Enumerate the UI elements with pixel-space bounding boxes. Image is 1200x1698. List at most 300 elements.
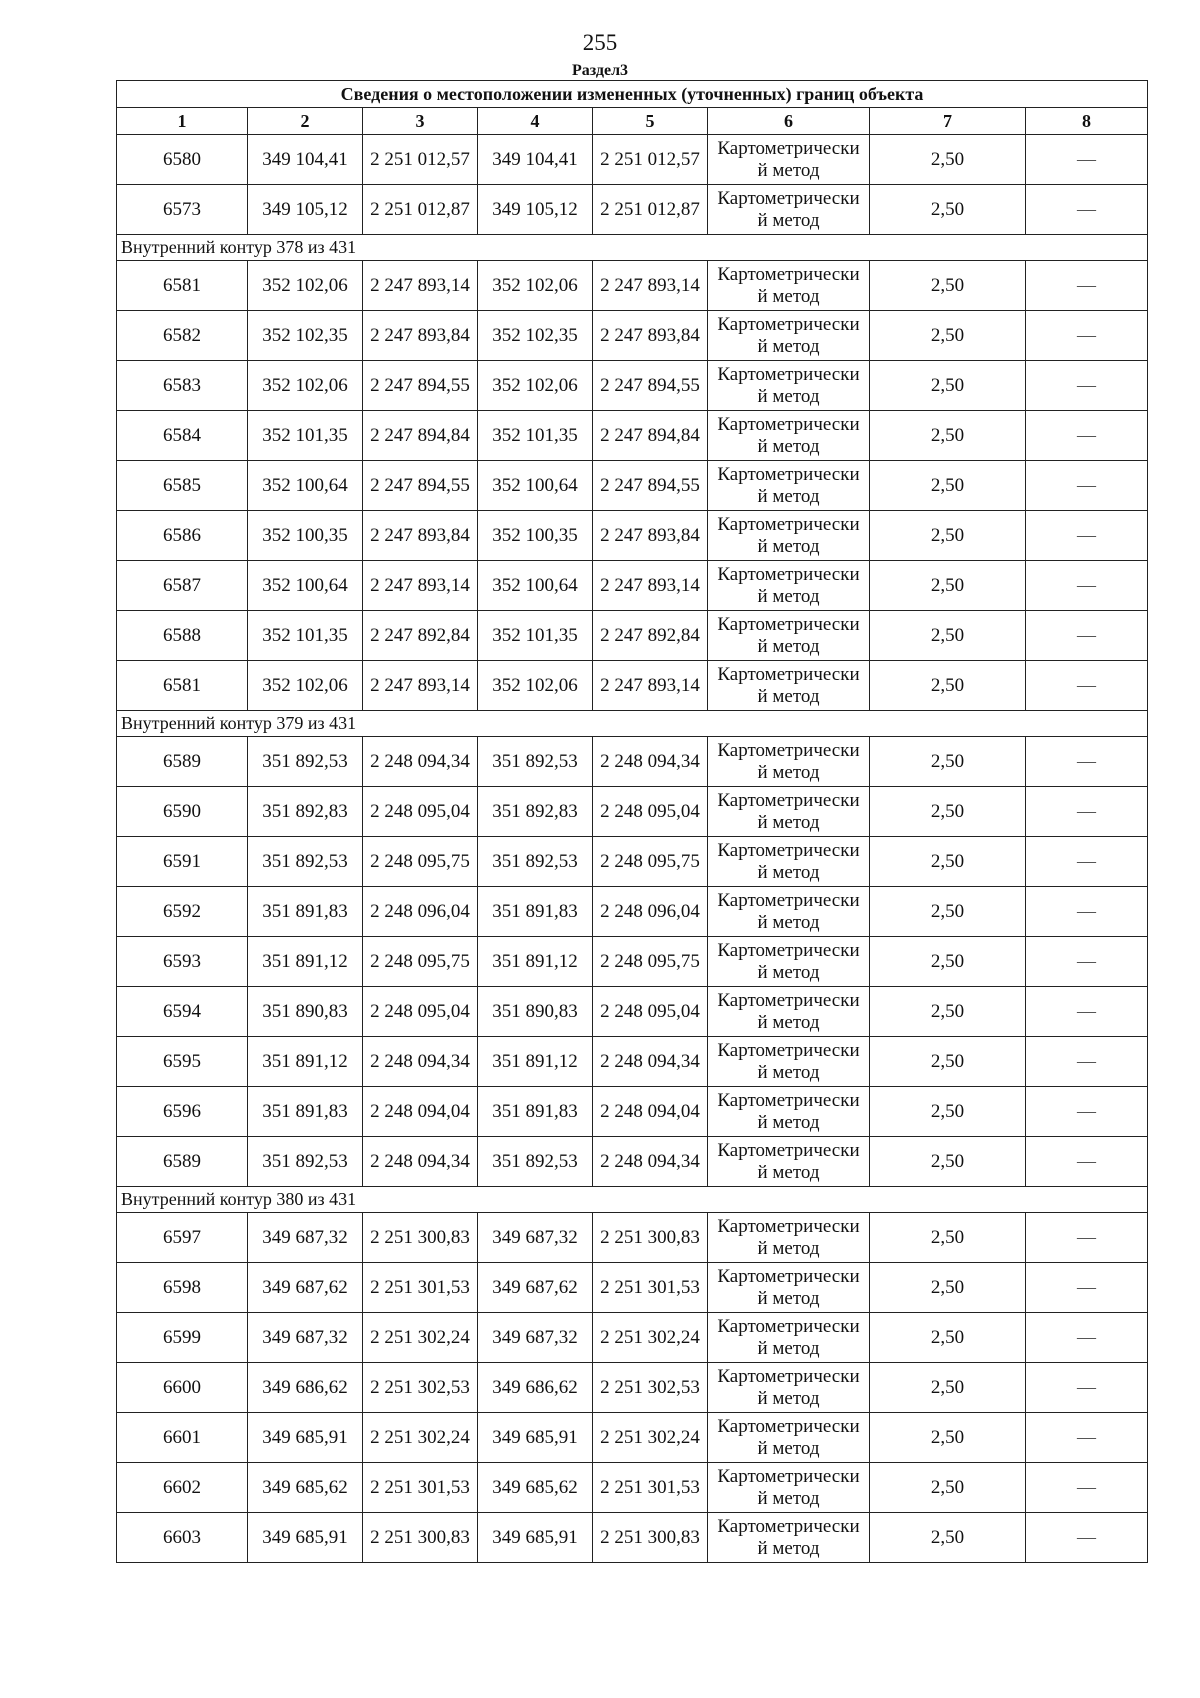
- x-new-cell: 352 100,64: [478, 461, 593, 511]
- empty-dash-cell: —: [1026, 1137, 1148, 1187]
- method-line-1: Картометрически: [717, 1139, 860, 1161]
- method-line-2: й метод: [757, 911, 820, 933]
- method-line-1: Картометрически: [717, 313, 860, 335]
- method-line-1: Картометрически: [717, 1215, 860, 1237]
- x-old-cell: 352 102,35: [248, 311, 363, 361]
- y-new-cell: 2 247 893,14: [593, 261, 708, 311]
- method-line-1: Картометрически: [717, 1039, 860, 1061]
- method-line-1: Картометрически: [717, 613, 860, 635]
- x-old-cell: 349 687,62: [248, 1263, 363, 1313]
- table-row: [117, 1087, 1148, 1137]
- x-old-cell: 351 892,53: [248, 1137, 363, 1187]
- point-number-cell: 6598: [117, 1263, 248, 1313]
- x-new-cell: 349 685,62: [478, 1463, 593, 1513]
- empty-dash-cell: —: [1026, 837, 1148, 887]
- empty-dash-cell: —: [1026, 1313, 1148, 1363]
- table-row: [117, 311, 1148, 361]
- method-line-1: Картометрически: [717, 1315, 860, 1337]
- table-row: [117, 261, 1148, 311]
- method-cell: [708, 511, 870, 561]
- empty-dash-cell: —: [1026, 661, 1148, 711]
- empty-dash-cell: —: [1026, 737, 1148, 787]
- point-number-cell: 6600: [117, 1363, 248, 1413]
- y-old-cell: 2 248 095,04: [363, 787, 478, 837]
- y-old-cell: 2 251 302,24: [363, 1313, 478, 1363]
- table-row: [117, 1037, 1148, 1087]
- x-old-cell: 349 104,41: [248, 135, 363, 185]
- x-old-cell: 349 686,62: [248, 1363, 363, 1413]
- method-line-1: Картометрически: [717, 137, 860, 159]
- y-old-cell: 2 247 893,84: [363, 511, 478, 561]
- column-header: 3: [363, 108, 478, 135]
- method-cell: [708, 1513, 870, 1563]
- method-line-1: Картометрически: [717, 739, 860, 761]
- table-title: Сведения о местоположении измененных (уточненных) границ объекта: [117, 81, 1148, 108]
- table-row: [117, 837, 1148, 887]
- point-number-cell: 6595: [117, 1037, 248, 1087]
- y-old-cell: 2 247 894,84: [363, 411, 478, 461]
- method-line-2: й метод: [757, 159, 820, 181]
- point-number-cell: 6590: [117, 787, 248, 837]
- table-row: [117, 361, 1148, 411]
- y-old-cell: 2 251 012,87: [363, 185, 478, 235]
- point-number-cell: 6583: [117, 361, 248, 411]
- section-label: Раздел3: [571, 62, 629, 79]
- x-old-cell: 349 685,62: [248, 1463, 363, 1513]
- x-old-cell: 351 891,83: [248, 887, 363, 937]
- empty-dash-cell: —: [1026, 611, 1148, 661]
- x-new-cell: 352 102,06: [478, 261, 593, 311]
- y-old-cell: 2 247 893,84: [363, 311, 478, 361]
- x-old-cell: 351 891,83: [248, 1087, 363, 1137]
- empty-dash-cell: —: [1026, 787, 1148, 837]
- column-header: 4: [478, 108, 593, 135]
- accuracy-cell: 2,50: [870, 561, 1026, 611]
- x-old-cell: 352 100,64: [248, 561, 363, 611]
- x-new-cell: 352 100,35: [478, 511, 593, 561]
- accuracy-cell: 2,50: [870, 987, 1026, 1037]
- empty-dash-cell: —: [1026, 135, 1148, 185]
- empty-dash-cell: —: [1026, 1363, 1148, 1413]
- empty-dash-cell: —: [1026, 1413, 1148, 1463]
- page-number: 255: [582, 30, 618, 55]
- empty-dash-cell: —: [1026, 561, 1148, 611]
- y-old-cell: 2 248 094,34: [363, 1037, 478, 1087]
- y-old-cell: 2 251 300,83: [363, 1213, 478, 1263]
- y-old-cell: 2 251 301,53: [363, 1263, 478, 1313]
- method-line-1: Картометрически: [717, 1415, 860, 1437]
- accuracy-cell: 2,50: [870, 411, 1026, 461]
- table-row: [117, 661, 1148, 711]
- accuracy-cell: 2,50: [870, 461, 1026, 511]
- accuracy-cell: 2,50: [870, 1363, 1026, 1413]
- x-old-cell: 352 101,35: [248, 411, 363, 461]
- accuracy-cell: 2,50: [870, 1037, 1026, 1087]
- x-old-cell: 349 687,32: [248, 1313, 363, 1363]
- contour-label: Внутренний контур 380 из 431: [117, 1187, 1148, 1213]
- point-number-cell: 6581: [117, 261, 248, 311]
- method-line-1: Картометрически: [717, 839, 860, 861]
- method-line-2: й метод: [757, 1161, 820, 1183]
- y-new-cell: 2 251 012,57: [593, 135, 708, 185]
- point-number-cell: 6584: [117, 411, 248, 461]
- method-cell: [708, 1263, 870, 1313]
- y-old-cell: 2 247 894,55: [363, 361, 478, 411]
- empty-dash-cell: —: [1026, 311, 1148, 361]
- x-old-cell: 349 687,32: [248, 1213, 363, 1263]
- x-old-cell: 351 891,12: [248, 937, 363, 987]
- y-new-cell: 2 247 894,55: [593, 461, 708, 511]
- method-line-1: Картометрически: [717, 413, 860, 435]
- method-cell: [708, 887, 870, 937]
- table-row: [117, 135, 1148, 185]
- x-new-cell: 351 891,12: [478, 937, 593, 987]
- table-row: [117, 461, 1148, 511]
- header-row: [117, 108, 1148, 135]
- method-line-1: Картометрически: [717, 463, 860, 485]
- point-number-cell: 6602: [117, 1463, 248, 1513]
- x-old-cell: 351 892,53: [248, 837, 363, 887]
- method-line-2: й метод: [757, 961, 820, 983]
- method-cell: [708, 1413, 870, 1463]
- method-cell: [708, 987, 870, 1037]
- method-line-2: й метод: [757, 385, 820, 407]
- method-line-2: й метод: [757, 1111, 820, 1133]
- y-old-cell: 2 247 893,14: [363, 261, 478, 311]
- table-row: [117, 787, 1148, 837]
- y-old-cell: 2 248 095,75: [363, 837, 478, 887]
- x-old-cell: 351 890,83: [248, 987, 363, 1037]
- method-line-1: Картометрически: [717, 1089, 860, 1111]
- point-number-cell: 6599: [117, 1313, 248, 1363]
- table-row: [117, 1213, 1148, 1263]
- table-row: [117, 937, 1148, 987]
- method-line-2: й метод: [757, 1387, 820, 1409]
- empty-dash-cell: —: [1026, 185, 1148, 235]
- accuracy-cell: 2,50: [870, 135, 1026, 185]
- y-old-cell: 2 251 302,24: [363, 1413, 478, 1463]
- y-new-cell: 2 248 094,34: [593, 1137, 708, 1187]
- x-new-cell: 351 891,12: [478, 1037, 593, 1087]
- x-old-cell: 352 101,35: [248, 611, 363, 661]
- accuracy-cell: 2,50: [870, 837, 1026, 887]
- method-line-1: Картометрически: [717, 663, 860, 685]
- empty-dash-cell: —: [1026, 887, 1148, 937]
- accuracy-cell: 2,50: [870, 661, 1026, 711]
- x-new-cell: 351 892,83: [478, 787, 593, 837]
- accuracy-cell: 2,50: [870, 1513, 1026, 1563]
- y-new-cell: 2 251 301,53: [593, 1463, 708, 1513]
- method-line-1: Картометрически: [717, 187, 860, 209]
- method-cell: [708, 1087, 870, 1137]
- accuracy-cell: 2,50: [870, 261, 1026, 311]
- method-cell: [708, 311, 870, 361]
- x-old-cell: 351 891,12: [248, 1037, 363, 1087]
- empty-dash-cell: —: [1026, 987, 1148, 1037]
- point-number-cell: 6589: [117, 737, 248, 787]
- table-row: [117, 1463, 1148, 1513]
- y-new-cell: 2 251 302,53: [593, 1363, 708, 1413]
- method-line-2: й метод: [757, 1337, 820, 1359]
- x-old-cell: 352 102,06: [248, 661, 363, 711]
- method-line-1: Картометрически: [717, 263, 860, 285]
- x-old-cell: 351 892,83: [248, 787, 363, 837]
- y-old-cell: 2 247 892,84: [363, 611, 478, 661]
- y-old-cell: 2 251 012,57: [363, 135, 478, 185]
- accuracy-cell: 2,50: [870, 1137, 1026, 1187]
- method-line-1: Картометрически: [717, 1515, 860, 1537]
- point-number-cell: 6596: [117, 1087, 248, 1137]
- y-old-cell: 2 247 893,14: [363, 561, 478, 611]
- empty-dash-cell: —: [1026, 1513, 1148, 1563]
- x-new-cell: 351 891,83: [478, 1087, 593, 1137]
- empty-dash-cell: —: [1026, 1463, 1148, 1513]
- y-old-cell: 2 248 095,75: [363, 937, 478, 987]
- method-cell: [708, 1213, 870, 1263]
- point-number-cell: 6580: [117, 135, 248, 185]
- contour-heading-row: [117, 235, 1148, 261]
- accuracy-cell: 2,50: [870, 1463, 1026, 1513]
- point-number-cell: 6586: [117, 511, 248, 561]
- method-line-2: й метод: [757, 811, 820, 833]
- table-row: [117, 1413, 1148, 1463]
- x-new-cell: 351 890,83: [478, 987, 593, 1037]
- y-old-cell: 2 251 300,83: [363, 1513, 478, 1563]
- x-new-cell: 352 102,06: [478, 361, 593, 411]
- column-header: 8: [1026, 108, 1148, 135]
- accuracy-cell: 2,50: [870, 1213, 1026, 1263]
- table-row: [117, 1137, 1148, 1187]
- y-new-cell: 2 251 301,53: [593, 1263, 708, 1313]
- point-number-cell: 6592: [117, 887, 248, 937]
- y-new-cell: 2 248 095,75: [593, 937, 708, 987]
- accuracy-cell: 2,50: [870, 737, 1026, 787]
- empty-dash-cell: —: [1026, 1037, 1148, 1087]
- accuracy-cell: 2,50: [870, 937, 1026, 987]
- y-new-cell: 2 248 094,34: [593, 1037, 708, 1087]
- y-old-cell: 2 248 096,04: [363, 887, 478, 937]
- empty-dash-cell: —: [1026, 461, 1148, 511]
- empty-dash-cell: —: [1026, 937, 1148, 987]
- column-header: 7: [870, 108, 1026, 135]
- point-number-cell: 6585: [117, 461, 248, 511]
- x-new-cell: 352 101,35: [478, 611, 593, 661]
- y-new-cell: 2 247 894,84: [593, 411, 708, 461]
- empty-dash-cell: —: [1026, 261, 1148, 311]
- method-cell: [708, 937, 870, 987]
- method-cell: [708, 787, 870, 837]
- method-line-2: й метод: [757, 1537, 820, 1559]
- table-row: [117, 185, 1148, 235]
- accuracy-cell: 2,50: [870, 1263, 1026, 1313]
- method-line-2: й метод: [757, 1437, 820, 1459]
- boundary-table: [116, 80, 1148, 1563]
- x-new-cell: 349 104,41: [478, 135, 593, 185]
- method-line-2: й метод: [757, 535, 820, 557]
- method-line-1: Картометрически: [717, 1365, 860, 1387]
- method-cell: [708, 1313, 870, 1363]
- method-line-2: й метод: [757, 209, 820, 231]
- y-new-cell: 2 251 300,83: [593, 1513, 708, 1563]
- y-new-cell: 2 248 094,34: [593, 737, 708, 787]
- point-number-cell: 6589: [117, 1137, 248, 1187]
- contour-heading-row: [117, 711, 1148, 737]
- y-new-cell: 2 247 893,84: [593, 311, 708, 361]
- contour-label: Внутренний контур 379 из 431: [117, 711, 1148, 737]
- method-line-1: Картометрически: [717, 1265, 860, 1287]
- method-cell: [708, 135, 870, 185]
- y-new-cell: 2 247 894,55: [593, 361, 708, 411]
- method-line-2: й метод: [757, 761, 820, 783]
- x-new-cell: 351 892,53: [478, 737, 593, 787]
- accuracy-cell: 2,50: [870, 787, 1026, 837]
- empty-dash-cell: —: [1026, 411, 1148, 461]
- method-cell: [708, 185, 870, 235]
- accuracy-cell: 2,50: [870, 1313, 1026, 1363]
- y-new-cell: 2 251 302,24: [593, 1313, 708, 1363]
- method-line-1: Картометрически: [717, 939, 860, 961]
- y-new-cell: 2 248 094,04: [593, 1087, 708, 1137]
- y-new-cell: 2 247 893,14: [593, 561, 708, 611]
- x-old-cell: 349 685,91: [248, 1413, 363, 1463]
- table-row: [117, 887, 1148, 937]
- accuracy-cell: 2,50: [870, 1087, 1026, 1137]
- method-cell: [708, 1037, 870, 1087]
- accuracy-cell: 2,50: [870, 611, 1026, 661]
- method-line-2: й метод: [757, 285, 820, 307]
- table-row: [117, 737, 1148, 787]
- x-new-cell: 352 102,35: [478, 311, 593, 361]
- point-number-cell: 6601: [117, 1413, 248, 1463]
- empty-dash-cell: —: [1026, 1263, 1148, 1313]
- method-line-1: Картометрически: [717, 789, 860, 811]
- x-new-cell: 349 687,32: [478, 1313, 593, 1363]
- x-new-cell: 349 685,91: [478, 1513, 593, 1563]
- point-number-cell: 6591: [117, 837, 248, 887]
- method-line-1: Картометрически: [717, 513, 860, 535]
- accuracy-cell: 2,50: [870, 1413, 1026, 1463]
- method-cell: [708, 411, 870, 461]
- method-line-2: й метод: [757, 485, 820, 507]
- point-number-cell: 6581: [117, 661, 248, 711]
- table-row: [117, 1263, 1148, 1313]
- method-cell: [708, 1137, 870, 1187]
- y-old-cell: 2 251 301,53: [363, 1463, 478, 1513]
- method-line-1: Картометрически: [717, 563, 860, 585]
- x-new-cell: 351 892,53: [478, 1137, 593, 1187]
- method-line-2: й метод: [757, 1061, 820, 1083]
- point-number-cell: 6603: [117, 1513, 248, 1563]
- y-old-cell: 2 248 095,04: [363, 987, 478, 1037]
- point-number-cell: 6582: [117, 311, 248, 361]
- x-new-cell: 349 105,12: [478, 185, 593, 235]
- method-cell: [708, 361, 870, 411]
- y-new-cell: 2 251 300,83: [593, 1213, 708, 1263]
- column-header: 1: [117, 108, 248, 135]
- point-number-cell: 6573: [117, 185, 248, 235]
- table-row: [117, 1313, 1148, 1363]
- y-new-cell: 2 247 893,14: [593, 661, 708, 711]
- y-old-cell: 2 247 893,14: [363, 661, 478, 711]
- y-new-cell: 2 248 095,75: [593, 837, 708, 887]
- method-line-2: й метод: [757, 335, 820, 357]
- method-line-2: й метод: [757, 685, 820, 707]
- method-line-2: й метод: [757, 435, 820, 457]
- y-new-cell: 2 251 302,24: [593, 1413, 708, 1463]
- method-line-2: й метод: [757, 1487, 820, 1509]
- method-cell: [708, 1463, 870, 1513]
- x-new-cell: 349 686,62: [478, 1363, 593, 1413]
- table-row: [117, 1363, 1148, 1413]
- x-new-cell: 349 687,32: [478, 1213, 593, 1263]
- method-cell: [708, 737, 870, 787]
- point-number-cell: 6588: [117, 611, 248, 661]
- y-new-cell: 2 251 012,87: [593, 185, 708, 235]
- accuracy-cell: 2,50: [870, 361, 1026, 411]
- x-new-cell: 349 685,91: [478, 1413, 593, 1463]
- x-new-cell: 351 891,83: [478, 887, 593, 937]
- method-line-2: й метод: [757, 861, 820, 883]
- y-old-cell: 2 247 894,55: [363, 461, 478, 511]
- y-new-cell: 2 248 096,04: [593, 887, 708, 937]
- x-old-cell: 349 685,91: [248, 1513, 363, 1563]
- method-line-2: й метод: [757, 585, 820, 607]
- method-line-1: Картометрически: [717, 1465, 860, 1487]
- y-new-cell: 2 248 095,04: [593, 787, 708, 837]
- method-line-2: й метод: [757, 1287, 820, 1309]
- contour-heading-row: [117, 1187, 1148, 1213]
- y-old-cell: 2 248 094,34: [363, 737, 478, 787]
- point-number-cell: 6593: [117, 937, 248, 987]
- y-old-cell: 2 251 302,53: [363, 1363, 478, 1413]
- accuracy-cell: 2,50: [870, 887, 1026, 937]
- empty-dash-cell: —: [1026, 511, 1148, 561]
- accuracy-cell: 2,50: [870, 311, 1026, 361]
- x-new-cell: 352 101,35: [478, 411, 593, 461]
- x-old-cell: 349 105,12: [248, 185, 363, 235]
- x-old-cell: 351 892,53: [248, 737, 363, 787]
- accuracy-cell: 2,50: [870, 511, 1026, 561]
- table-row: [117, 411, 1148, 461]
- y-new-cell: 2 247 892,84: [593, 611, 708, 661]
- y-new-cell: 2 247 893,84: [593, 511, 708, 561]
- method-line-1: Картометрически: [717, 363, 860, 385]
- method-line-1: Картометрически: [717, 989, 860, 1011]
- x-old-cell: 352 100,35: [248, 511, 363, 561]
- table-row: [117, 561, 1148, 611]
- method-cell: [708, 611, 870, 661]
- point-number-cell: 6597: [117, 1213, 248, 1263]
- method-line-2: й метод: [757, 635, 820, 657]
- table-row: [117, 511, 1148, 561]
- column-header: 5: [593, 108, 708, 135]
- x-old-cell: 352 100,64: [248, 461, 363, 511]
- point-number-cell: 6587: [117, 561, 248, 611]
- method-cell: [708, 561, 870, 611]
- y-old-cell: 2 248 094,04: [363, 1087, 478, 1137]
- x-new-cell: 352 100,64: [478, 561, 593, 611]
- method-cell: [708, 837, 870, 887]
- method-line-1: Картометрически: [717, 889, 860, 911]
- y-new-cell: 2 248 095,04: [593, 987, 708, 1037]
- table-row: [117, 1513, 1148, 1563]
- point-number-cell: 6594: [117, 987, 248, 1037]
- method-cell: [708, 1363, 870, 1413]
- method-line-2: й метод: [757, 1011, 820, 1033]
- x-new-cell: 349 687,62: [478, 1263, 593, 1313]
- contour-label: Внутренний контур 378 из 431: [117, 235, 1148, 261]
- x-old-cell: 352 102,06: [248, 361, 363, 411]
